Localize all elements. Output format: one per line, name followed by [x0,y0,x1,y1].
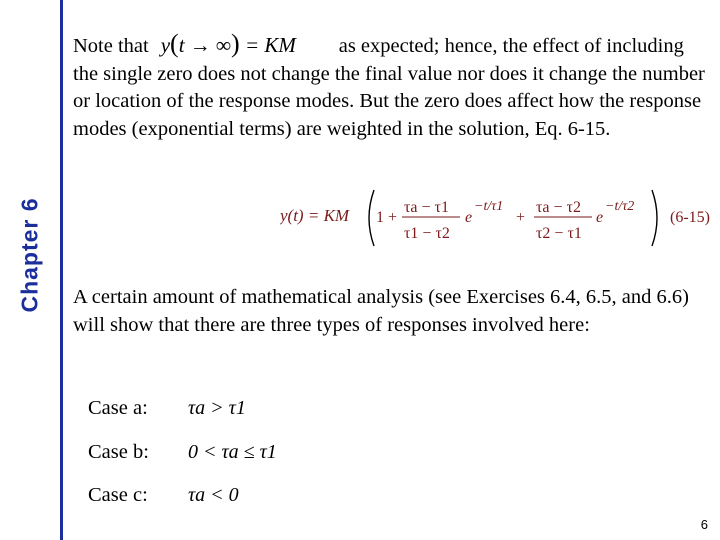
equation-6-15 [280,188,720,248]
eq-exp2: −t/τ2 [605,199,635,214]
eq-den1: τ1 − τ2 [404,225,450,242]
eq-one-plus: 1 + [376,209,398,226]
equation-svg [280,188,720,248]
eq-lhs: y(t) = KM [280,206,350,225]
eq-num1: τa − τ1 [404,199,449,216]
page-number: 6 [700,517,708,532]
inline-eq-arg: t → ∞ [178,33,232,57]
case-c-label: Case c: [88,484,148,506]
eq-e2: e [596,209,604,226]
sidebar-divider [60,0,63,540]
eq-open-paren [369,190,374,246]
paragraph-remainder: as expected; hence, the effect of including the single zero does not change the final value nor does it change the number or location of the response modes. But the zero does affect how the response modes (exponential terms) are weighted in the solution, Eq. 6-15. [73,35,705,140]
eq-number: (6-15) [670,209,710,226]
note-that-text: Note that [73,35,149,57]
case-a-label: Case a: [88,397,148,419]
case-a-condition: τa > τ1 [188,397,246,419]
inline-eq-rhs: = KM [244,33,296,57]
eq-num2: τa − τ2 [536,199,581,216]
chapter-label: Chapter 6 [16,197,43,313]
chapter-sidebar [0,0,60,540]
case-b-condition: 0 < τa ≤ τ1 [188,441,277,463]
eq-exp1: −t/τ1 [474,199,504,214]
intro-paragraph [73,30,713,143]
case-c-condition: τa < 0 [188,484,239,506]
eq-e1: e [465,209,473,226]
case-b-label: Case b: [88,441,149,463]
eq-den2: τ2 − τ1 [536,225,582,242]
eq-plus: + [516,209,526,226]
inline-eq-y: y [160,33,171,57]
eq-close-paren [652,190,657,246]
inline-equation: y(t → ∞) = KM [160,29,296,58]
analysis-paragraph: A certain amount of mathematical analysis (see Exercises 6.4, 6.5, and 6.6) will show that there are three types of responses involved here: [73,286,689,336]
